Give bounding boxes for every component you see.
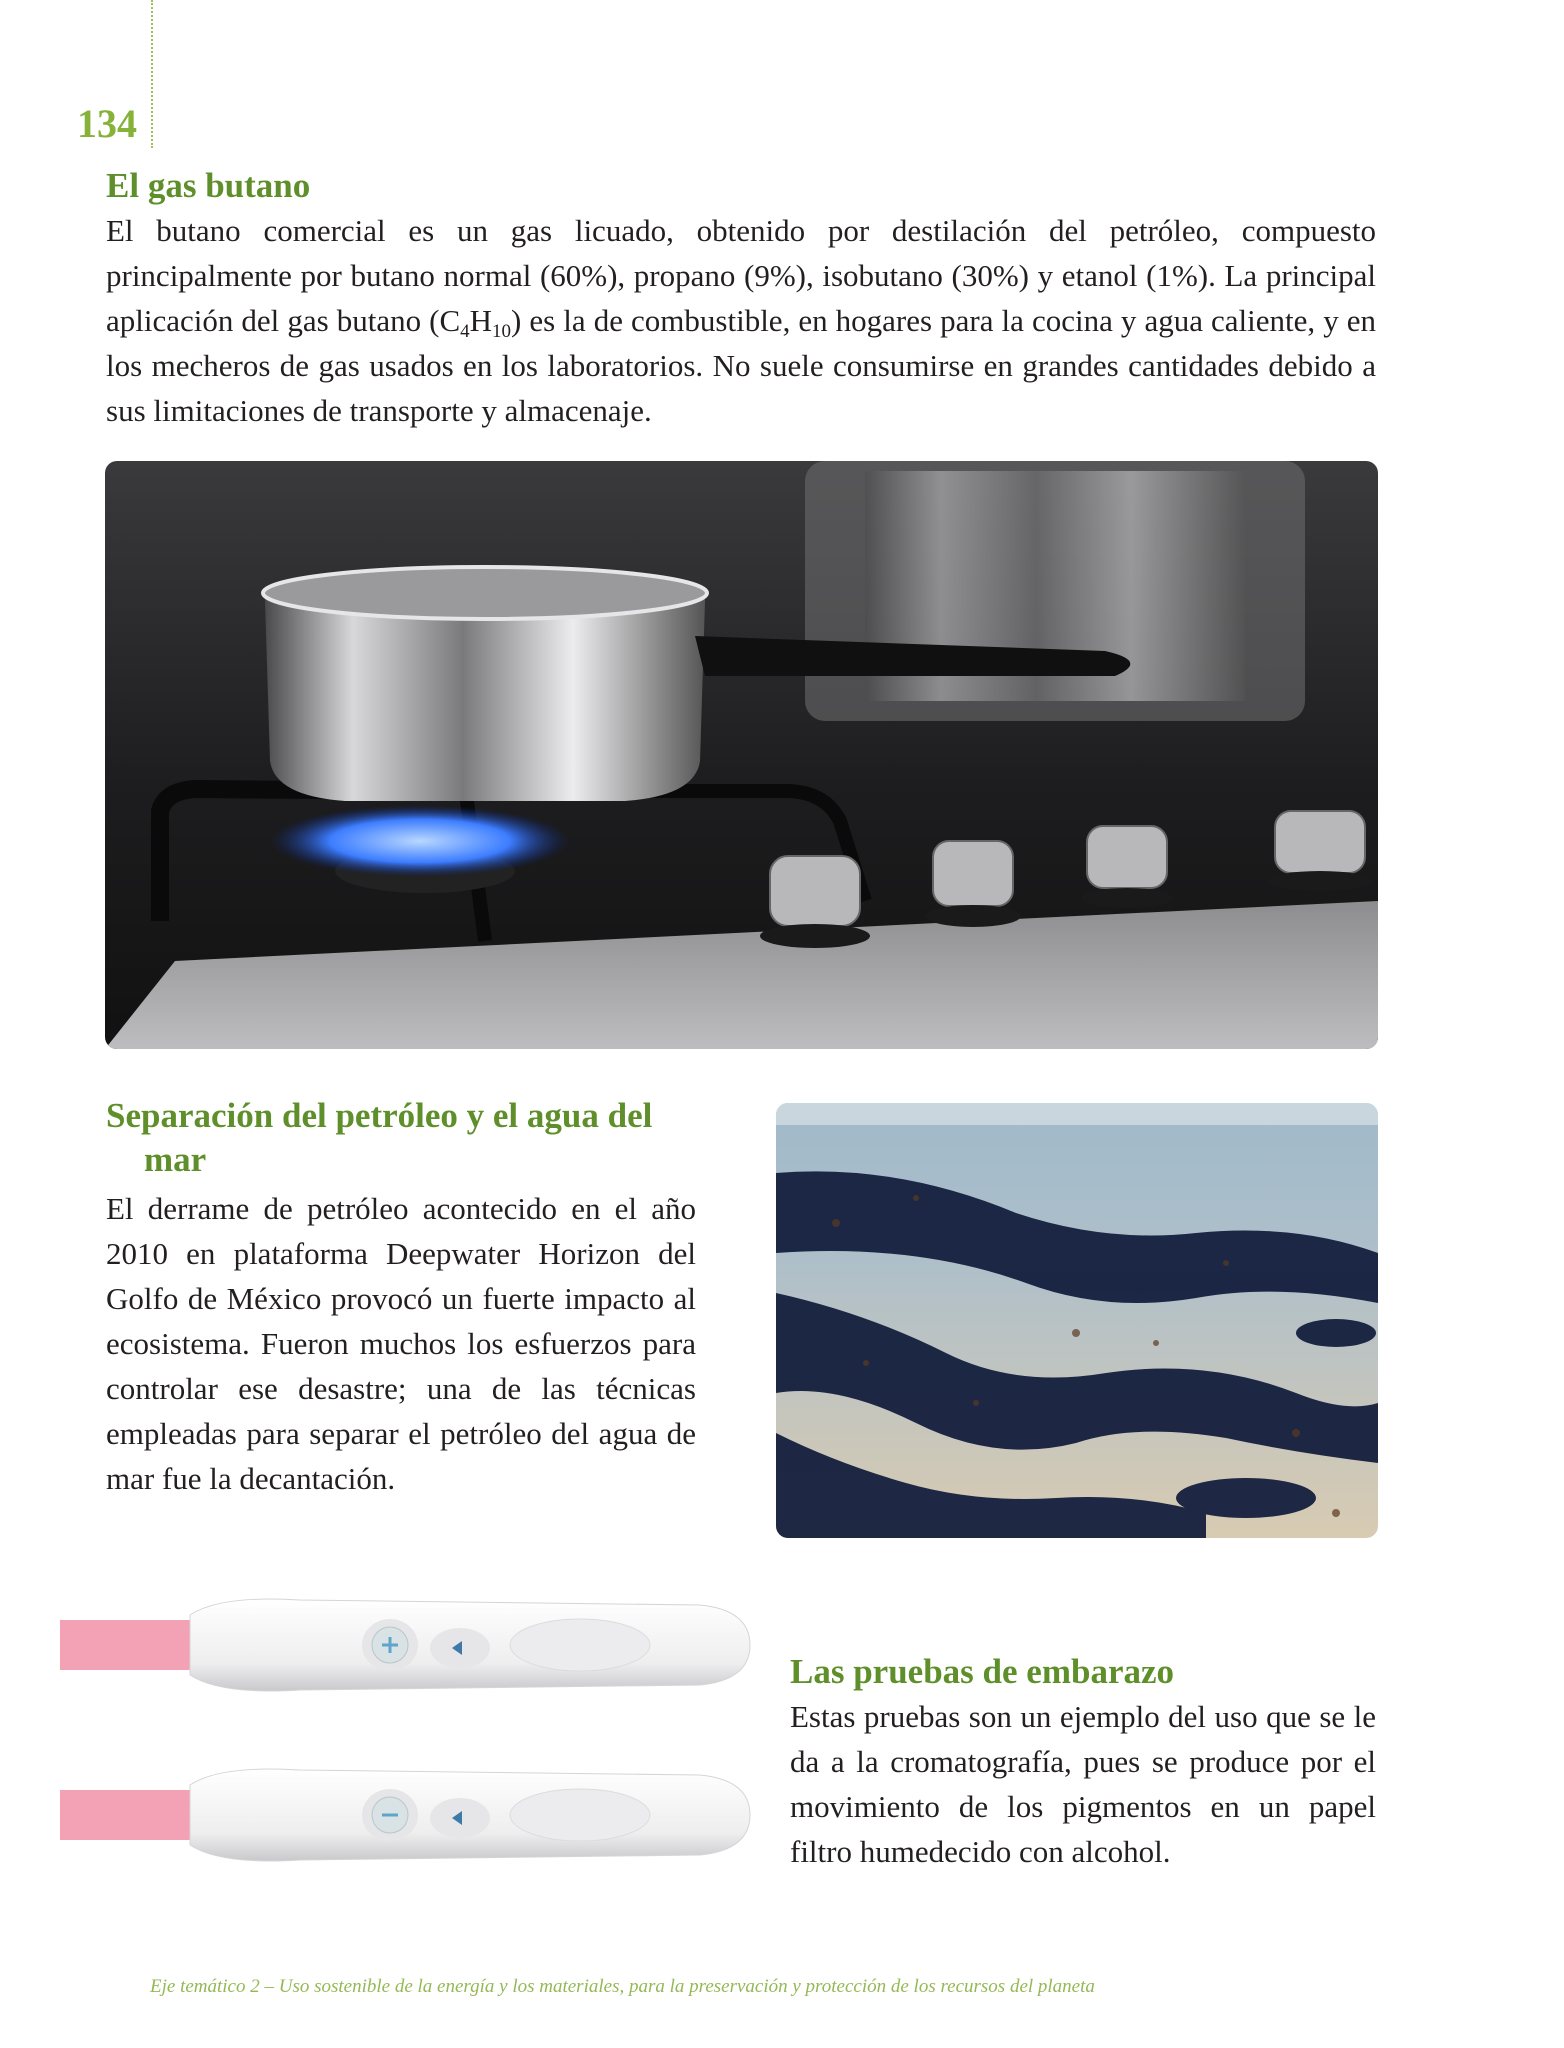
pregnancy-tests-photo [60,1590,760,1890]
paragraph-pruebas-embarazo: Estas pruebas son un ejemplo del uso que se le da a la cromatografía, pues se produce por el movimiento de los pigmentos en un papel filtro humedecido con alcohol. [790,1699,1376,1869]
formula-subscript: 10 [492,321,512,342]
margin-guide [151,0,153,148]
title-line: mar [144,1140,207,1179]
section-title-pruebas-embarazo: Las pruebas de embarazo [790,1652,1175,1691]
formula-subscript: 4 [460,321,470,342]
page-number: 134 [77,101,137,146]
title-line: Separación del petróleo y el agua del [106,1096,653,1135]
paragraph-gas-butano [106,208,1376,433]
formula-element: H [469,303,493,338]
paragraph-separacion-petroleo: El derrame de petróleo acontecido en el año 2010 en plataforma Deepwater Horizon del Golfo de México provocó un fuerte impacto al ecosistema. Fueron muchos los esfuerzos para controlar ese desastre; una de las técnicas empleadas para separar el petróleo del agua de mar fue la decantación. [106,1191,696,1496]
section-title-gas-butano: El gas butano [106,166,311,205]
section-title-separacion-petroleo [106,1094,696,1182]
paragraph-part: El butano comercial es un gas licuado, obtenido por destilación del petróleo, compuesto principalmente por butano normal (60%), propano (9%), isobutano (30%) y etanol (1%). La principal aplicación del gas butano (C [106,213,1376,338]
oil-spill-photo [776,1103,1378,1538]
stove-photo [105,461,1378,1049]
paragraph-part: ) es la de combustible, en hogares para la cocina y agua caliente, y en los mecheros de gas usados en los laboratorios. No suele consumirse en grandes cantidades debido a sus limitaciones de transporte y almacenaje. [106,303,1376,428]
page-footer: Eje temático 2 – Uso sostenible de la energía y los materiales, para la preservación y protección de los recursos del planeta [150,1976,1095,1997]
